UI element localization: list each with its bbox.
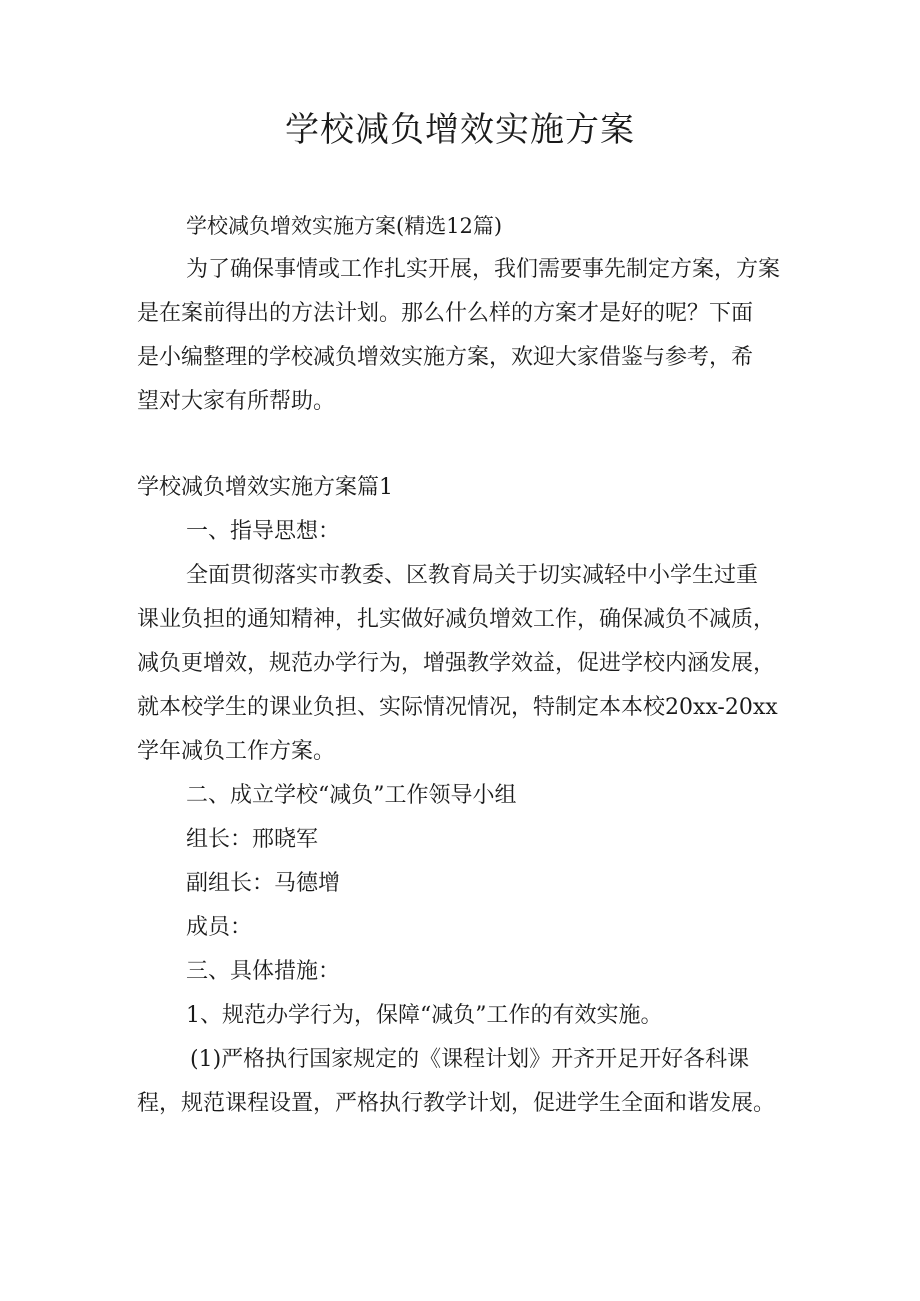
intro-line-2: 是在案前得出的方法计划。那么什么样的方案才是好的呢？下面 — [137, 301, 754, 326]
section-heading: 学校减负增效实施方案篇1 — [137, 475, 393, 500]
measure-1: 1、规范办学行为，保障“减负”工作的有效实施。 — [186, 1003, 663, 1028]
part1-heading: 一、指导思想： — [186, 519, 341, 544]
document-subtitle: 学校减负增效实施方案(精选12篇) — [186, 214, 503, 238]
intro-line-1: 为了确保事情或工作扎实开展，我们需要事先制定方案，方案 — [186, 257, 781, 282]
document-title: 学校减负增效实施方案 — [285, 110, 635, 150]
measure-1-item-1-line-2: 程，规范课程设置，严格执行教学计划，促进学生全面和谐发展。 — [137, 1091, 776, 1116]
part1-body-line-2: 课业负担的通知精神，扎实做好减负增效工作，确保减负不减质， — [137, 607, 776, 632]
intro-line-4: 望对大家有所帮助。 — [137, 389, 336, 414]
intro-line-3: 是小编整理的学校减负增效实施方案，欢迎大家借鉴与参考，希 — [137, 345, 754, 370]
group-vice-leader: 副组长：马德增 — [186, 871, 341, 896]
part1-body-line-3: 减负更增效，规范办学行为，增强教学效益，促进学校内涵发展， — [137, 651, 776, 676]
part1-body-line-1: 全面贯彻落实市教委、区教育局关于切实减轻中小学生过重 — [186, 563, 759, 588]
measure-1-item-1-line-1: (1)严格执行国家规定的《课程计划》开齐开足开好各科课 — [190, 1047, 750, 1072]
group-leader: 组长：邢晓军 — [186, 827, 319, 852]
part2-heading: 二、成立学校“减负”工作领导小组 — [186, 783, 517, 808]
part3-heading: 三、具体措施： — [186, 959, 341, 984]
part1-body-line-5: 学年减负工作方案。 — [137, 739, 336, 764]
part1-body-line-4: 就本校学生的课业负担、实际情况情况，特制定本本校20xx-20xx — [137, 695, 778, 720]
group-members: 成员： — [186, 915, 253, 940]
